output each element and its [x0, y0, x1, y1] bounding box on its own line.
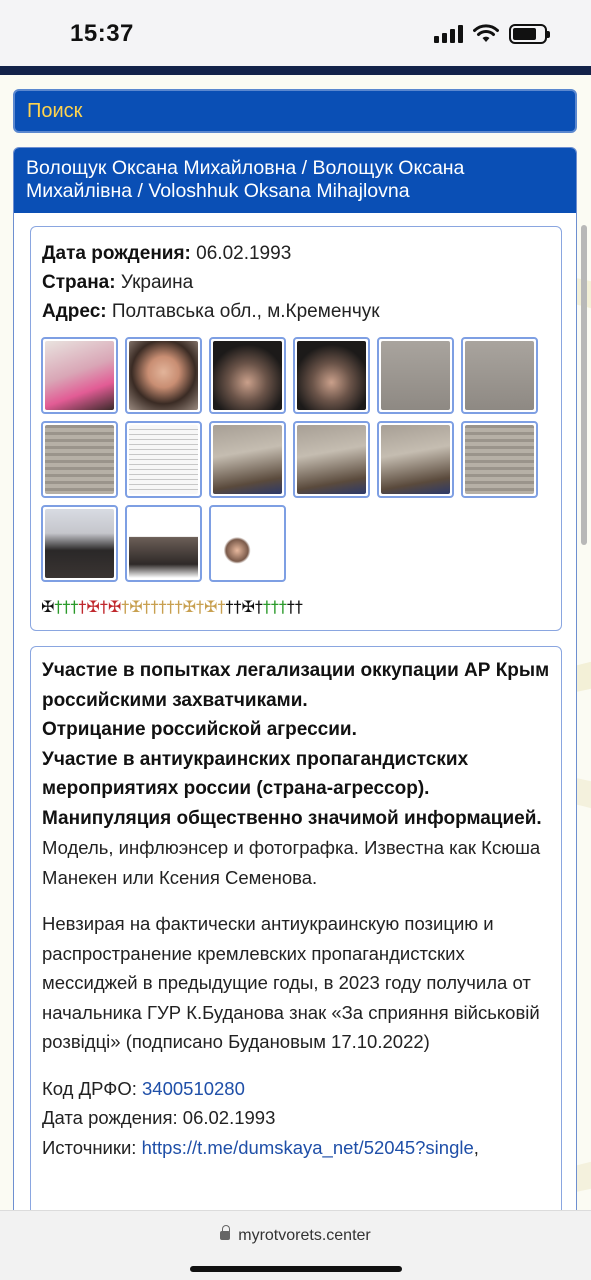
photo-image: [297, 425, 366, 494]
cross-icon: †: [270, 597, 279, 616]
cross-icon: ✠: [107, 597, 122, 616]
cellular-signal-icon: [434, 25, 463, 43]
sources-label: Источники:: [42, 1136, 142, 1158]
photo-image: [45, 341, 114, 410]
cross-icon: †: [54, 597, 63, 616]
cross-icon: †: [121, 597, 130, 616]
cross-icon: †: [174, 597, 183, 616]
status-crosses: [41, 597, 303, 616]
cross-icon: †: [99, 597, 108, 616]
photo-thumbnail[interactable]: [125, 421, 202, 498]
cross-icon: †: [166, 597, 175, 616]
birth-date-value: 06.02.1993: [190, 243, 292, 264]
accusations-list: [42, 656, 550, 833]
photo-thumbnail[interactable]: [41, 421, 118, 498]
photo-image: [381, 341, 450, 410]
photo-thumbnail[interactable]: [209, 421, 286, 498]
sources-row: [42, 1133, 550, 1163]
scrollbar[interactable]: [581, 225, 587, 545]
url-text: myrotvorets.center: [238, 1227, 371, 1244]
cross-icon: ✠: [86, 597, 100, 616]
birth-date-label-2: Дата рождения:: [42, 1107, 183, 1128]
source-link[interactable]: https://t.me/dumskaya_net/52045?single: [141, 1136, 474, 1158]
photo-thumbnail[interactable]: [41, 337, 118, 414]
photo-image: [213, 341, 282, 410]
status-bar: [0, 0, 591, 66]
search-button[interactable]: [13, 89, 577, 133]
birth-date-value-2: 06.02.1993: [182, 1107, 276, 1128]
address-row: [42, 297, 550, 326]
photo-thumbnail[interactable]: [461, 421, 538, 498]
photo-thumbnail[interactable]: [377, 337, 454, 414]
cross-icon: †: [233, 597, 242, 616]
photo-thumbnail[interactable]: [461, 337, 538, 414]
photo-image: [213, 509, 282, 578]
photo-thumbnail[interactable]: [209, 505, 286, 582]
photo-image: [129, 425, 198, 494]
status-icons: [434, 24, 547, 44]
cross-icon: †: [294, 597, 303, 616]
address-value: Полтавська обл., м.Кременчук: [106, 301, 380, 322]
photo-image: [129, 509, 198, 578]
country-value: Украина: [115, 272, 194, 293]
search-label: Поиск: [27, 99, 83, 122]
accusation-line: Манипуляция общественно значимой информацией.: [42, 807, 542, 829]
cross-icon: †: [142, 597, 151, 616]
photo-image: [213, 425, 282, 494]
drfo-row: [42, 1074, 550, 1104]
photo-thumbnail[interactable]: [209, 337, 286, 414]
cross-icon: †: [150, 597, 159, 616]
photo-image: [45, 425, 114, 494]
photo-thumbnail[interactable]: [125, 505, 202, 582]
profile-name-header: Волощук Оксана Михайловна / Волощук Оксана Михайлівна / Voloshhuk Oksana Mihajlovna: [14, 148, 576, 213]
cross-icon: †: [158, 597, 167, 616]
cross-icon: †: [278, 597, 287, 616]
description-box: [30, 646, 562, 1210]
birth-date-label: Дата рождения:: [42, 243, 191, 264]
cross-icon: ✠: [41, 597, 55, 616]
drfo-link[interactable]: 3400510280: [142, 1077, 245, 1099]
wifi-icon: [473, 24, 499, 44]
home-indicator[interactable]: [190, 1266, 402, 1272]
photo-thumbnail[interactable]: [41, 505, 118, 582]
description-paragraph-1: Модель, инфлюэнсер и фотографка. Известна как Ксюша Манекен или Ксения Семенова.: [42, 837, 541, 888]
cross-icon: ✠: [241, 597, 255, 616]
photo-image: [129, 341, 198, 410]
status-time: 15:37: [70, 20, 134, 47]
page-content[interactable]: [0, 75, 591, 1210]
cross-icon: †: [196, 597, 205, 616]
cross-icon: †: [254, 597, 263, 616]
lock-icon: [220, 1231, 230, 1240]
cross-icon: †: [217, 597, 226, 616]
birth-date-row: [42, 239, 550, 268]
photo-thumbnail[interactable]: [125, 337, 202, 414]
url-display[interactable]: [0, 1227, 591, 1245]
birth-date-row-2: [42, 1103, 550, 1133]
photo-image: [465, 341, 534, 410]
country-row: [42, 268, 550, 297]
photo-thumbnail[interactable]: [293, 421, 370, 498]
battery-icon: [509, 24, 547, 44]
accusation-line: Участие в антиукраинских пропагандистских мероприятиях россии (страна-агрессор).: [42, 748, 469, 799]
profile-card: [13, 147, 577, 1210]
cross-icon: ✠: [204, 597, 218, 616]
photo-image: [465, 425, 534, 494]
cross-icon: †: [225, 597, 234, 616]
cross-icon: ✠: [182, 597, 197, 616]
photo-image: [297, 341, 366, 410]
cross-icon: †: [70, 597, 79, 616]
cross-icon: †: [286, 597, 295, 616]
sources-tail: ,: [473, 1136, 479, 1158]
accusation-line: Отрицание российской агрессии.: [42, 719, 357, 740]
description-paragraph-2: Невзирая на фактически антиукраинскую позицию и распространение кремлевских пропагандистских мессиджей в предыдущие годы, в 2023 году получила от начальника ГУР К.Буданова знак «За сприяння військовій розвідці» (подписано Будановым 17.10.2022): [42, 913, 540, 1052]
country-label: Страна:: [42, 272, 116, 293]
photo-gallery: [41, 337, 553, 582]
photo-thumbnail[interactable]: [293, 337, 370, 414]
accusation-line: Участие в попытках легализации оккупации АР Крым российскими захватчиками.: [42, 660, 550, 711]
cross-icon: †: [62, 597, 71, 616]
site-top-band: [0, 66, 591, 75]
browser-address-bar[interactable]: [0, 1210, 591, 1280]
cross-icon: †: [262, 597, 271, 616]
address-label: Адрес:: [42, 301, 107, 322]
cross-icon: †: [78, 597, 87, 616]
profile-info-box: [30, 226, 562, 631]
photo-thumbnail[interactable]: [377, 421, 454, 498]
drfo-label: Код ДРФО:: [42, 1077, 142, 1099]
photo-image: [381, 425, 450, 494]
photo-image: [45, 509, 114, 578]
cross-icon: ✠: [129, 597, 143, 616]
